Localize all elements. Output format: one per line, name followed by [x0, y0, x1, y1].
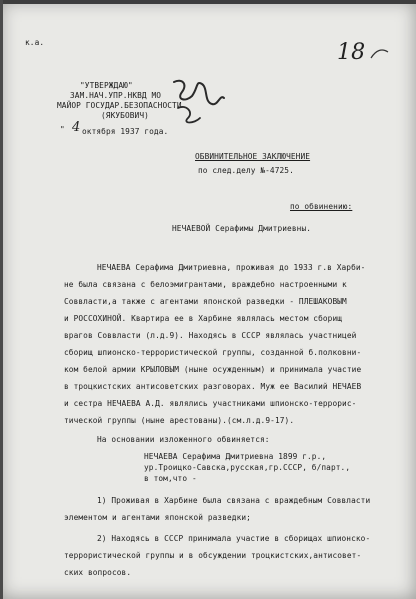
- accused-details: ур.Троицко-Савска,русская,гр.СССР, б/парт.,: [144, 463, 351, 472]
- date-day: 4: [72, 120, 81, 135]
- accused-name: НЕЧАЕВОЙ Серафимы Дмитриевны.: [172, 224, 312, 233]
- approval-position: ЗАМ.НАЧ.УПР.НКВД МО: [70, 91, 162, 100]
- signature: [168, 74, 228, 126]
- body-line: не была связана с белоэмигрантами, враждебно настроенными к: [64, 280, 347, 289]
- page-number: 18: [337, 40, 366, 65]
- charge-line: ских вопросов.: [64, 568, 132, 577]
- approval-rank: МАЙОР ГОСУДАР.БЕЗОПАСНОСТИ: [57, 101, 182, 110]
- body-line: в троцкистских антисоветских разговорах. Муж ее Василий НЕЧАЕВ: [64, 382, 362, 391]
- accused-details: в том,что -: [144, 474, 197, 483]
- handwritten-mark: [368, 44, 392, 64]
- accusation-heading: по обвинению:: [290, 202, 353, 211]
- body-line: Соввласти,а также с агентами японской разведки - ПЛЕШАКОВЫМ: [64, 297, 347, 306]
- body-line: НЕЧАЕВА Серафима Дмитриевна, проживая до 1933 г.в Харби-: [97, 263, 366, 272]
- accused-details: НЕЧАЕВА Серафима Дмитриевна 1899 г.р.,: [144, 452, 327, 461]
- page-edge-shadow: [0, 0, 3, 599]
- approval-date: октября 1937 года.: [82, 127, 169, 136]
- body-line: ком белой армии КРЫЛОВЫМ (ныне осужденным) и принимала участие: [64, 365, 362, 374]
- case-number: по след.делу №-4725.: [198, 166, 294, 175]
- body-line: сборищ шпионско-террористической группы, созданной б.полковни-: [64, 348, 362, 357]
- basis-line: На основании изложенного обвиняется:: [97, 435, 270, 444]
- body-line: и сестра НЕЧАЕВА А.Д. являлись участниками шпионско-террорис-: [64, 399, 357, 408]
- charge-line: террористической группы и в обсуждении троцкистских,антисовет-: [64, 551, 362, 560]
- charge-line: элементом и агентами японской разведки;: [64, 513, 251, 522]
- document-title: ОБВИНИТЕЛЬНОЕ ЗАКЛЮЧЕНИЕ: [195, 152, 311, 161]
- body-line: врагов Соввласти (л.д.9). Находясь в СССР являлась участницей: [64, 331, 357, 340]
- body-line: тической группы (ныне арестованы).(см.л.д.9-17).: [64, 416, 295, 425]
- date-quote: ": [60, 125, 65, 134]
- archive-mark: к.а.: [25, 38, 45, 47]
- approval-name: (ЯКУБОВИЧ): [101, 111, 149, 120]
- page-edge-shadow: [0, 0, 416, 4]
- charge-line: 1) Проживая в Харбине была связана с враждебным Соввласти: [97, 496, 371, 505]
- charge-line: 2) Находясь в СССР принимала участие в сборищах шпионско-: [97, 534, 371, 543]
- body-line: и РОССОХИНОЙ. Квартира ее в Харбине являлась местом сборищ: [64, 314, 343, 323]
- approval-title: "УТВЕРЖДАЮ": [80, 81, 133, 90]
